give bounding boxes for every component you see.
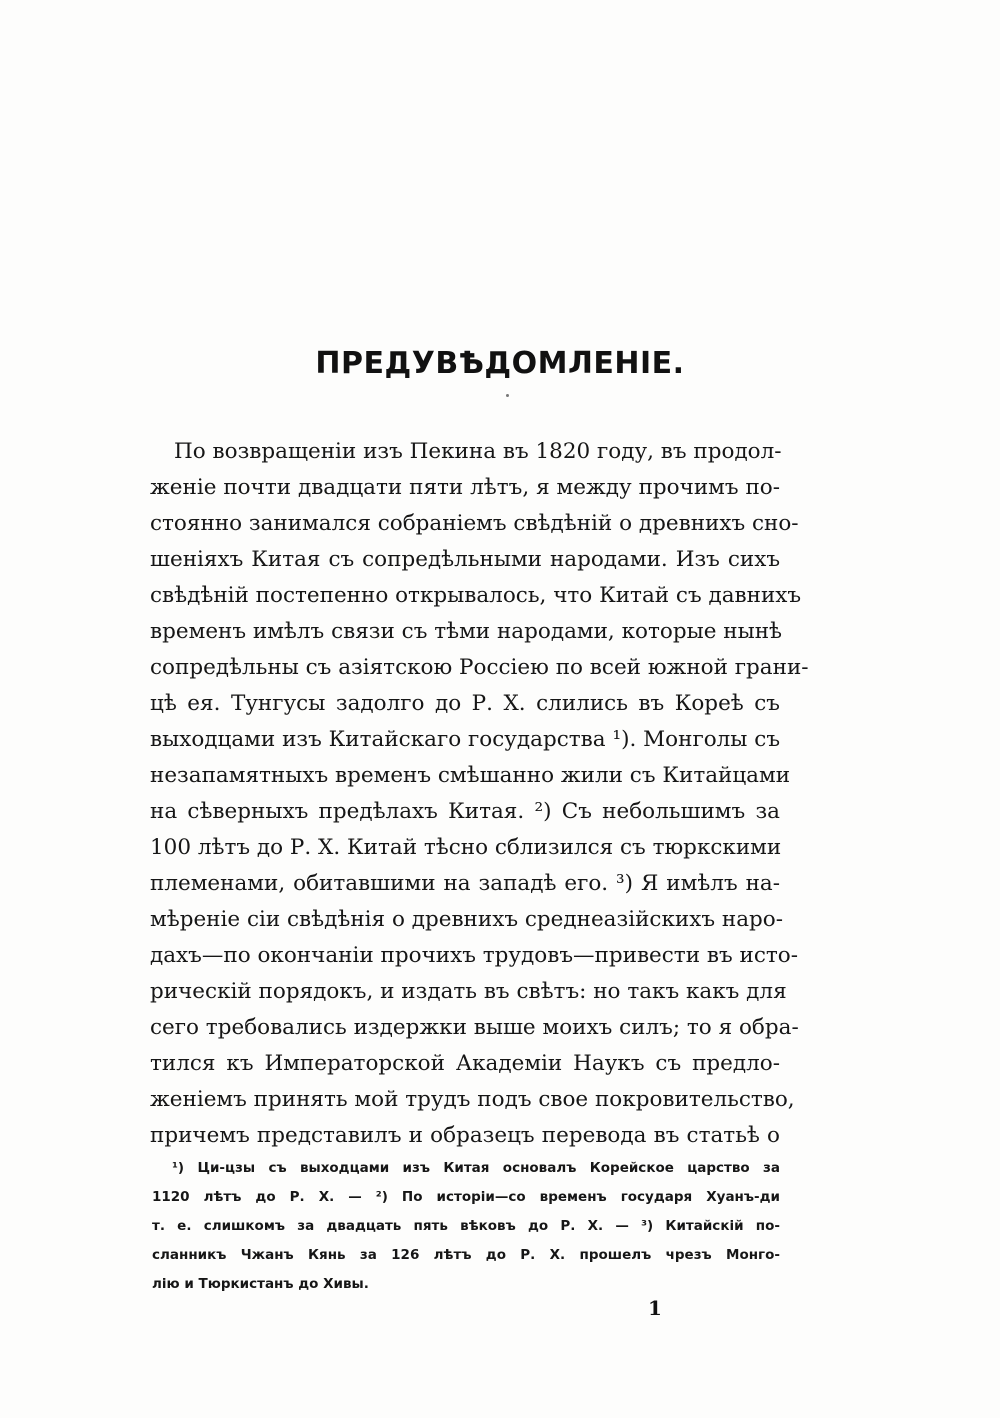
- footnote-line: 1120 лѣтъ до Р. Х. — ²) По исторіи—со временъ государя Хуанъ-ди: [152, 1189, 780, 1205]
- text-line: рическій порядокъ, и издать въ свѣтъ: но такъ какъ для: [150, 979, 787, 1004]
- footnote-line: т. е. слишкомъ за двадцать пять вѣковъ до Р. Х. — ³) Китайскій по-: [152, 1218, 780, 1234]
- text-line: племенами, обитавшими на западѣ его. ³) Я имѣлъ на-: [150, 871, 780, 896]
- page-number: 1: [648, 1296, 662, 1320]
- text-line: сего требовались издержки выше моихъ силъ; то я обра-: [150, 1015, 799, 1040]
- title-speck: [506, 394, 509, 397]
- text-line: причемъ представилъ и образецъ перевода въ статьѣ о: [150, 1123, 780, 1148]
- footnote-line: лію и Тюркистанъ до Хивы.: [152, 1276, 369, 1292]
- text-line: сопредѣльны съ азіятскою Россіею по всей южной грани-: [150, 655, 809, 680]
- text-line: шеніяхъ Китая съ сопредѣльными народами. Изъ сихъ: [150, 547, 780, 572]
- text-line: выходцами изъ Китайскаго государства ¹). Монголы съ: [150, 727, 780, 752]
- text-line: временъ имѣлъ связи съ тѣми народами, которые нынѣ: [150, 619, 782, 644]
- text-line: незапамятныхъ временъ смѣшанно жили съ Китайцами: [150, 763, 791, 788]
- text-line: женіе почти двадцати пяти лѣтъ, я между прочимъ по-: [150, 475, 780, 500]
- footnotes: [152, 1154, 780, 1299]
- text-line: дахъ—по окончаніи прочихъ трудовъ—привести въ истo-: [150, 943, 798, 968]
- text-line: женіемъ принять мой трудъ подъ свое покровительство,: [150, 1087, 795, 1112]
- text-line: стоянно занимался собраніемъ свѣдѣній о древнихъ сно-: [150, 511, 799, 536]
- footnote-line: сланникъ Чжанъ Кянь за 126 лѣтъ до Р. Х. прошелъ чрезъ Монго-: [152, 1247, 780, 1263]
- text-line: на сѣверныхъ предѣлахъ Китая. ²) Съ небольшимъ за: [150, 799, 780, 824]
- page-title: ПРЕДУВѢДОМЛЕНІЕ.: [315, 346, 685, 381]
- footnote-line: ¹) Ци-цзы съ выходцами изъ Китая основалъ Корейское царство за: [172, 1160, 780, 1176]
- main-text: [150, 434, 809, 1154]
- text-line: 100 лѣтъ до Р. Х. Китай тѣсно сблизился съ тюркскими: [150, 835, 782, 860]
- text-line: мѣреніе сіи свѣдѣнія о древнихъ среднеазійскихъ наро-: [150, 907, 783, 932]
- text-line: тился къ Императорской Академіи Наукъ съ предло-: [150, 1051, 780, 1076]
- text-line: свѣдѣній постепенно открывалось, что Китай съ давнихъ: [150, 583, 802, 608]
- text-line: цѣ ея. Тунгусы задолго до Р. Х. слились въ Кореѣ съ: [150, 691, 780, 716]
- text-line: По возвращеніи изъ Пекина въ 1820 году, въ продол-: [174, 439, 782, 464]
